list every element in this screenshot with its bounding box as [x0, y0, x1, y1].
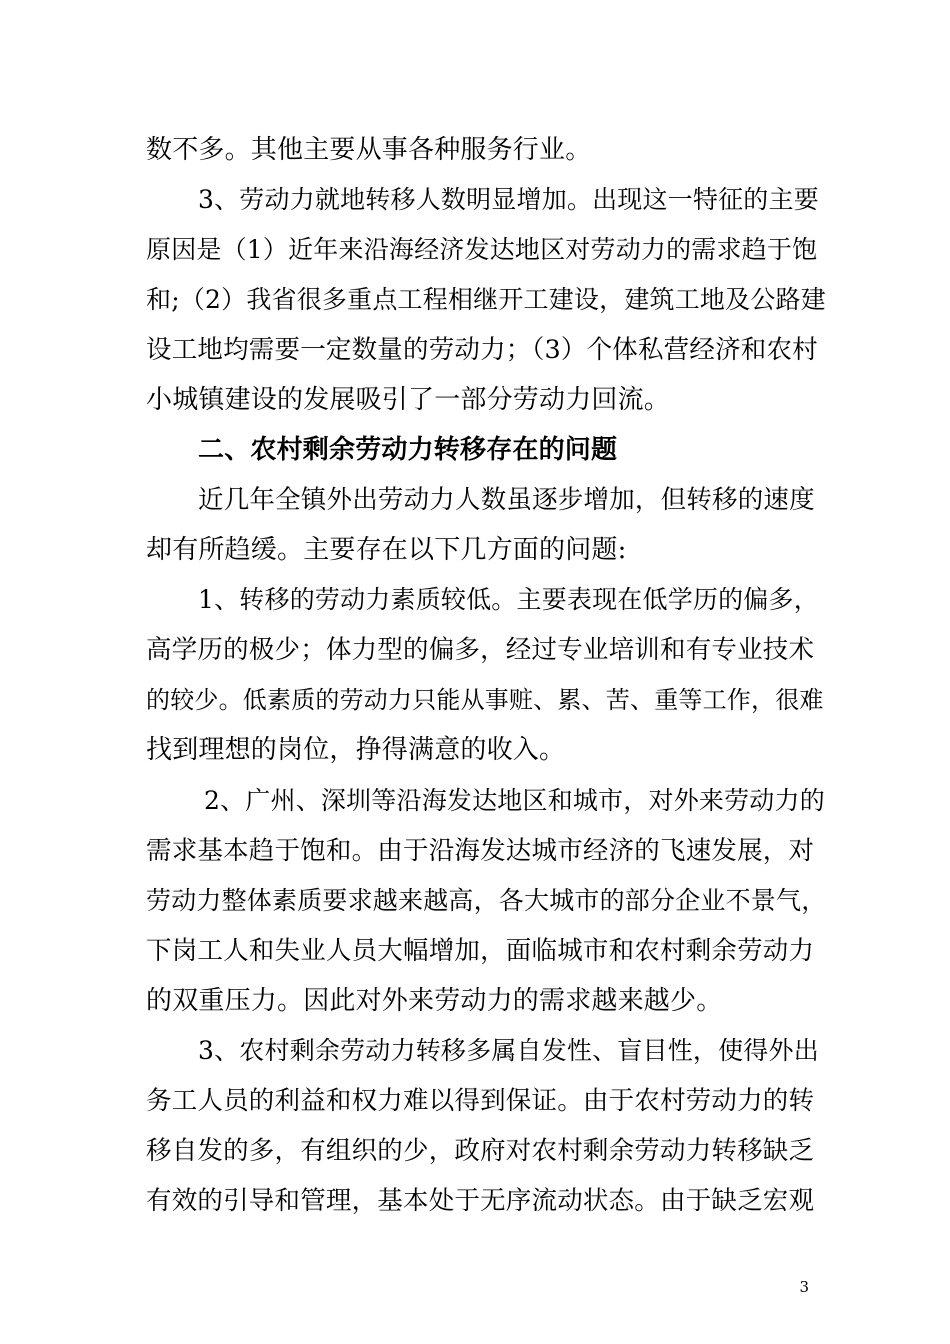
text-line-15: 需求基本趋于饱和。由于沿海发达城市经济的飞速发展，对 — [146, 836, 815, 866]
text-line-9: 却有所趋缓。主要存在以下几方面的问题: — [146, 535, 627, 565]
text-line-5: 设工地均需要一定数量的劳动力；（3）个体私营经济和农村 — [146, 335, 818, 365]
text-line-19: 3、农村剩余劳动力转移多属自发性、盲目性，使得外出 — [198, 1036, 819, 1065]
text-line-1: 数不多。其他主要从事各种服务行业。 — [146, 135, 592, 165]
text-line-21: 移自发的多，有组织的少，政府对农村剩余劳动力转移缺乏 — [146, 1136, 815, 1166]
text-line-6: 小城镇建设的发展吸引了一部分劳动力回流。 — [146, 385, 671, 415]
text-line-2: 3、劳动力就地转移人数明显增加。出现这一特征的主要 — [198, 185, 819, 214]
text-line-11: 高学历的极少；体力型的偏多，经过专业培训和有专业技术 — [146, 635, 815, 665]
text-line-10: 1、转移的劳动力素质较低。主要表现在低学历的偏多， — [198, 585, 819, 614]
page-number: 3 — [799, 1278, 809, 1296]
text-line-3: 原因是（1）近年来沿海经济发达地区对劳动力的需求趋于饱 — [146, 235, 818, 264]
text-line-16: 劳动力整体素质要求越来越高，各大城市的部分企业不景气， — [146, 886, 827, 915]
section-heading: 二、农村剩余劳动力转移存在的问题 — [198, 435, 618, 465]
text-line-4: 和;（2）我省很多重点工程相继开工建设，建筑工地及公路建 — [146, 285, 826, 314]
text-line-14: 2、广州、深圳等沿海发达地区和城市，对外来劳动力的 — [204, 786, 825, 815]
text-line-17: 下岗工人和失业人员大幅增加，面临城市和农村剩余劳动力 — [146, 936, 815, 966]
text-line-13: 找到理想的岗位，挣得满意的收入。 — [146, 735, 566, 765]
text-line-12: 的较少。低素质的劳动力只能从事赃、累、苦、重等工作，很难 — [146, 686, 824, 714]
text-line-18: 的双重压力。因此对外来劳动力的需求越来越少。 — [146, 986, 723, 1016]
text-line-22: 有效的引导和管理，基本处于无序流动状态。由于缺乏宏观 — [146, 1186, 815, 1216]
text-line-8: 近几年全镇外出劳动力人数虽逐步增加，但转移的速度 — [198, 485, 815, 515]
text-line-20: 务工人员的利益和权力难以得到保证。由于农村劳动力的转 — [146, 1086, 815, 1116]
